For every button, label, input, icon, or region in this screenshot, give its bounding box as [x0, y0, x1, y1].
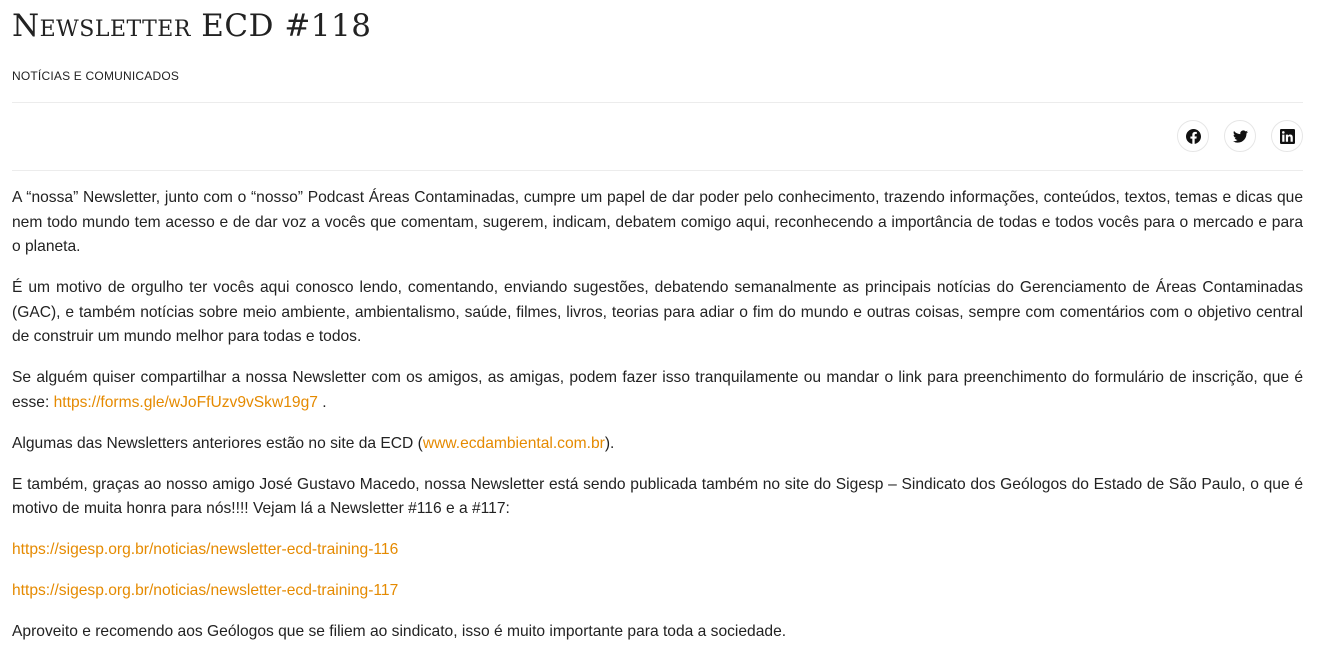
facebook-icon [1186, 129, 1201, 144]
paragraph: É um motivo de orgulho ter vocês aqui conosco lendo, comentando, enviando sugestões, debatendo semanalmente as principais notícias do Gerenciamento de Áreas Contaminadas (GAC), e também notícias sobre meio ambiente, ambientalismo, saúde, filmes, livros, teorias para adiar o fim do mundo e outras coisas, sempre com comentários com o objetivo central de construir um mundo melhor para todas e todos. [12, 279, 1303, 345]
paragraph-text: Se alguém quiser compartilhar a nossa Newsletter com os amigos, as amigas, podem fazer isso tranquilamente ou mandar o link para preenchimento do formulário de inscrição, que é esse: [12, 369, 1303, 411]
share-linkedin-button[interactable] [1271, 120, 1303, 152]
paragraph [12, 538, 1303, 563]
divider-top [12, 102, 1303, 103]
paragraph: E também, graças ao nosso amigo José Gustavo Macedo, nossa Newsletter está sendo publicada também no site do Sigesp – Sindicato dos Geólogos do Estado de São Paulo, o que é motivo de muita honra para nós!!!! Vejam lá a Newsletter #116 e a #117: [12, 475, 1303, 517]
linkedin-icon [1280, 129, 1295, 144]
paragraph-text: ). [604, 434, 615, 452]
divider-bottom [12, 170, 1303, 171]
paragraph: Aproveito e recomendo aos Geólogos que se filiem ao sindicato, isso é muito importante para toda a sociedade. [12, 623, 787, 640]
paragraph-text: Algumas das Newsletters anteriores estão no site da ECD ( [12, 434, 423, 452]
forms-link[interactable]: https://forms.gle/wJoFfUzv9vSkw19g7 [53, 393, 318, 411]
paragraph [12, 432, 1303, 457]
ecd-site-link[interactable]: www.ecdambiental.com.br [422, 434, 605, 452]
paragraph [12, 579, 1303, 604]
newsletter-116-link[interactable]: https://sigesp.org.br/noticias/newsletter-ecd-training-116 [12, 541, 399, 558]
post-category[interactable]: NOTÍCIAS E COMUNICADOS [12, 69, 180, 83]
newsletter-117-link[interactable]: https://sigesp.org.br/noticias/newsletter-ecd-training-117 [12, 582, 399, 599]
share-twitter-button[interactable] [1224, 120, 1256, 152]
share-bar [1177, 120, 1303, 152]
paragraph-text: . [317, 393, 327, 411]
twitter-icon [1233, 129, 1248, 144]
paragraph [12, 366, 1303, 415]
post-body [12, 186, 1303, 661]
paragraph: A “nossa” Newsletter, junto com o “nosso” Podcast Áreas Contaminadas, cumpre um papel de dar poder pelo conhecimento, trazendo informações, conteúdos, textos, temas e dicas que nem todo mundo tem acesso e de dar voz a vocês que comentam, sugerem, indicam, debatem comigo aqui, reconhecendo a importância de todas e todos vocês para o mercado e para o planeta. [12, 189, 1303, 255]
page-title: Newsletter ECD #118 [12, 8, 372, 44]
share-facebook-button[interactable] [1177, 120, 1209, 152]
